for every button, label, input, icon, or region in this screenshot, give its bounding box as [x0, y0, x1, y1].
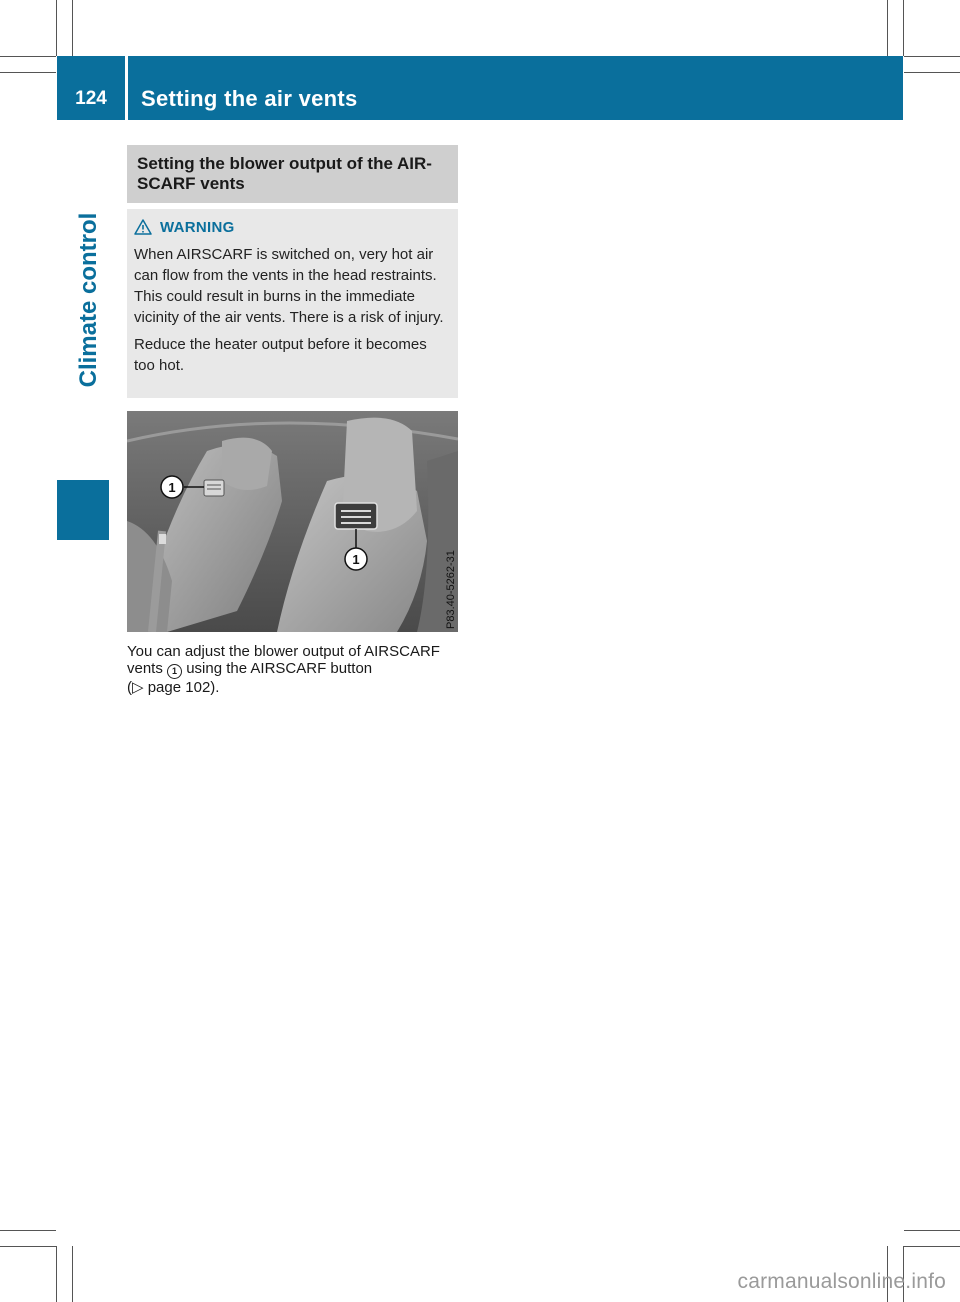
- page-number: 124: [75, 88, 107, 109]
- crop-mark: [56, 0, 57, 56]
- body-text: using the AIRSCARF button: [186, 660, 373, 677]
- cross-reference[interactable]: [127, 679, 219, 696]
- warning-title: WARNING: [160, 218, 235, 236]
- watermark: carmanualsonline.info: [737, 1270, 946, 1293]
- seat-illustration: [127, 411, 458, 632]
- warning-title-row: [134, 214, 450, 240]
- running-title: Setting the air vents: [141, 86, 358, 111]
- callout-marker: 1: [167, 664, 182, 679]
- crop-mark: [904, 1230, 960, 1231]
- warning-triangle-icon: [134, 219, 152, 235]
- body-paragraph: [127, 643, 467, 696]
- side-tab: [57, 120, 121, 480]
- crop-mark: [903, 0, 904, 56]
- crop-mark: [887, 0, 888, 56]
- crop-mark: [72, 0, 73, 56]
- crop-mark: [72, 1246, 73, 1302]
- image-code: P83.40-5262-31: [445, 550, 457, 629]
- warning-paragraph: When AIRSCARF is switched on, very hot air can flow from the vents in the head restraints. This could result in burns in the immediate vicinity of the air vents. There is a risk of injury.: [134, 246, 444, 326]
- crop-mark: [904, 56, 960, 57]
- warning-box: [127, 209, 458, 398]
- callout-number: 1: [352, 552, 360, 567]
- ref-open: (: [127, 679, 132, 696]
- crop-mark: [56, 1246, 57, 1302]
- seat-illustration-graphic: [127, 411, 458, 632]
- crop-mark: [0, 1246, 56, 1247]
- crop-mark: [0, 1230, 56, 1231]
- side-tab-block: [57, 480, 109, 540]
- warning-paragraph: Reduce the heater output before it becomes too hot.: [134, 336, 427, 374]
- header-divider: [125, 56, 128, 120]
- ref-arrow-icon: ▷: [132, 679, 144, 696]
- callout-number: 1: [168, 480, 176, 495]
- ref-text: page 102).: [147, 679, 220, 696]
- section-heading: Setting the blower output of the AIR-SCARF vents: [127, 145, 458, 203]
- crop-mark: [0, 56, 56, 57]
- body-text: You can adjust the blower output of AIRSCARF vents: [127, 643, 440, 677]
- crop-mark: [0, 72, 56, 73]
- side-tab-label: Climate control: [75, 212, 102, 388]
- crop-mark: [904, 1246, 960, 1247]
- crop-mark: [904, 72, 960, 73]
